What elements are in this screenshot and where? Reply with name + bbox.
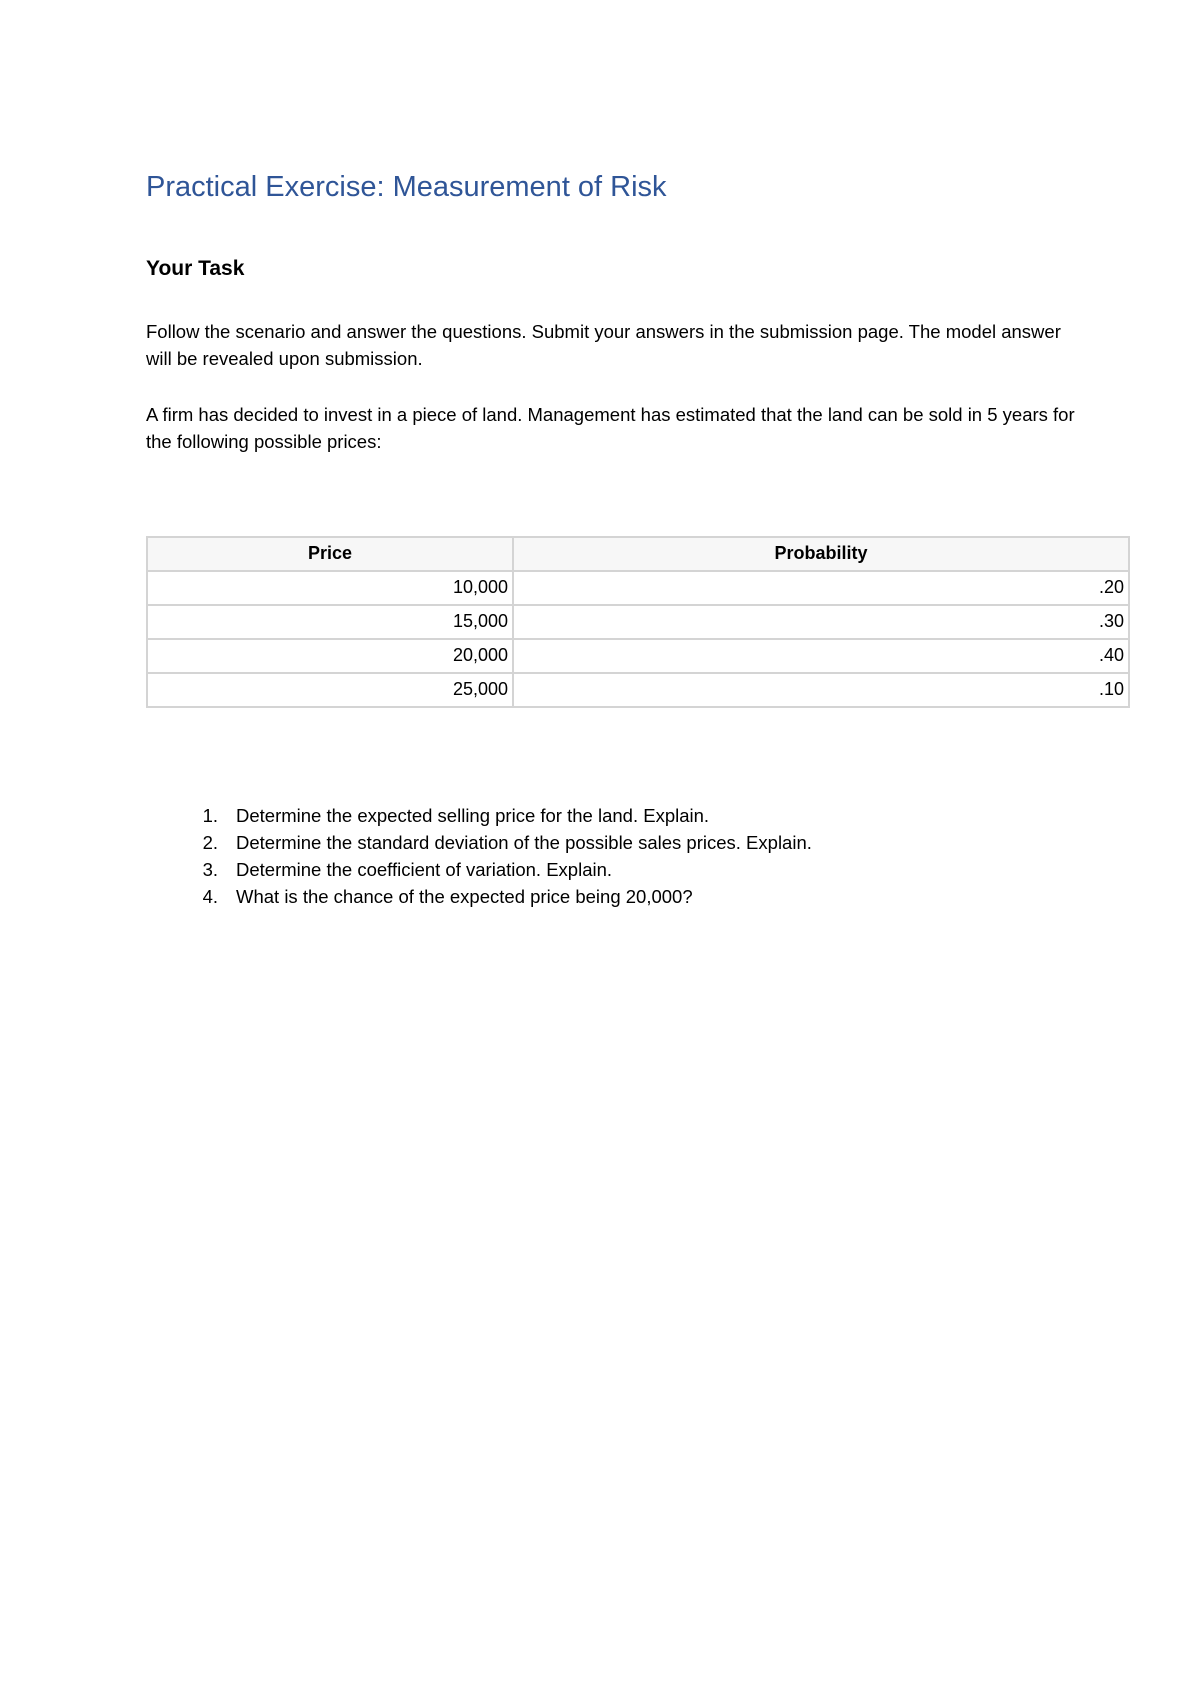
price-probability-table [146,536,1130,708]
table-row [147,571,1129,605]
list-item [146,802,812,829]
scenario-paragraph: A firm has decided to invest in a piece of land. Management has estimated that the land can be sold in 5 years for the following possible prices: [146,404,1075,452]
probability-cell: .40 [513,639,1129,673]
question-text: Determine the standard deviation of the possible sales prices. Explain. [236,832,812,853]
probability-cell: .30 [513,605,1129,639]
question-number: 4. [202,886,218,907]
task-heading: Your Task [146,257,245,280]
list-item [146,829,812,856]
table-header-row [147,537,1129,571]
table-row [147,605,1129,639]
question-text: Determine the coefficient of variation. Explain. [236,859,613,880]
question-text: What is the chance of the expected price being 20,000? [236,886,693,907]
question-number: 3. [202,859,218,880]
table-row [147,673,1129,707]
header-probability: Probability [513,537,1129,571]
price-cell: 25,000 [147,673,513,707]
question-list [146,802,812,910]
price-cell: 10,000 [147,571,513,605]
question-number: 1. [202,805,218,826]
price-cell: 15,000 [147,605,513,639]
intro-paragraph: Follow the scenario and answer the questions. Submit your answers in the submission page. The model answer will be revealed upon submission. [146,321,1061,369]
table-row [147,639,1129,673]
list-item [146,883,812,910]
price-cell: 20,000 [147,639,513,673]
list-item [146,856,812,883]
question-number: 2. [202,832,218,853]
probability-cell: .10 [513,673,1129,707]
question-text: Determine the expected selling price for the land. Explain. [236,805,710,826]
page-title: Practical Exercise: Measurement of Risk [146,171,667,203]
probability-cell: .20 [513,571,1129,605]
header-price: Price [147,537,513,571]
